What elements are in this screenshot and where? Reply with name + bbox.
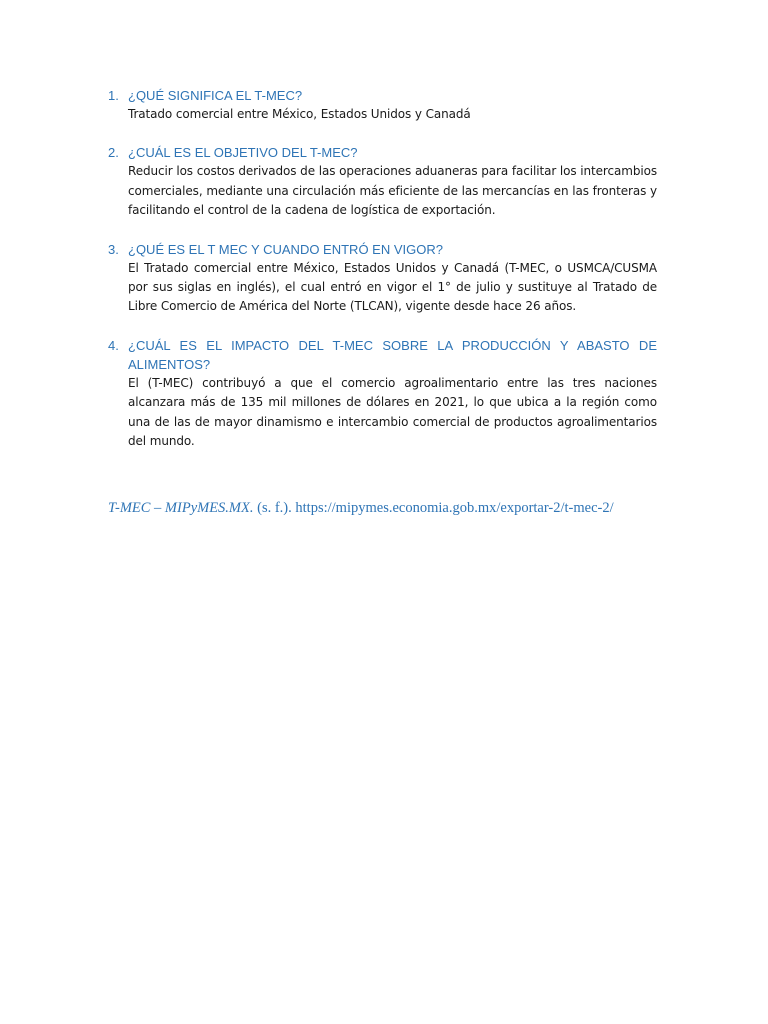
question-number-2: 2.	[108, 145, 119, 161]
question-item-4	[108, 336, 657, 452]
question-item-2	[108, 143, 657, 220]
citation-date: (s. f.).	[253, 500, 296, 516]
answer-text-4: El (T-MEC) contribuyó a que el comercio agroalimentario entre las tres naciones alcanzara más de 135 mil millones de dólares en 2021, lo que ubica a la región como una de las de mayor dinamismo e intercambio comercial de productos agroalimentarios del mundo.	[128, 375, 657, 449]
citation-title: T-MEC – MIPyMES.MX.	[108, 500, 254, 516]
question-heading-2: ¿CUÁL ES EL OBJETIVO DEL T-MEC?	[128, 145, 358, 161]
question-heading-3: ¿QUÉ ES EL T MEC Y CUANDO ENTRÓ EN VIGOR?	[128, 241, 443, 257]
question-number-3: 3.	[108, 241, 119, 257]
question-item-3	[108, 240, 657, 317]
question-number-4: 4.	[108, 337, 119, 353]
question-list	[108, 86, 657, 470]
citation-reference	[108, 498, 668, 518]
answer-text-1: Tratado comercial entre México, Estados Unidos y Canadá	[128, 107, 471, 121]
answer-text-2: Reducir los costos derivados de las operaciones aduaneras para facilitar los intercambios comerciales, mediante una circulación más eficiente de las mercancías en las fronteras y facilitando el control de la cadena de logística de exportación.	[128, 164, 657, 218]
citation-url[interactable]: https://mipymes.economia.gob.mx/exportar-2/t-mec-2/	[295, 500, 614, 516]
question-heading-4: ¿CUÁL ES EL IMPACTO DEL T-MEC SOBRE LA PRODUCCIÓN Y ABASTO DE ALIMENTOS?	[128, 337, 657, 372]
question-heading-1: ¿QUÉ SIGNIFICA EL T-MEC?	[128, 88, 303, 103]
question-item-1	[108, 86, 657, 124]
answer-text-3: El Tratado comercial entre México, Estados Unidos y Canadá (T-MEC, o USMCA/CUSMA por sus siglas en inglés), el cual entró en vigor el 1° de julio y sustituye al Tratado de Libre Comercio de América del Norte (TLCAN), vigente desde hace 26 años.	[128, 260, 657, 314]
question-number-1: 1.	[108, 88, 119, 103]
